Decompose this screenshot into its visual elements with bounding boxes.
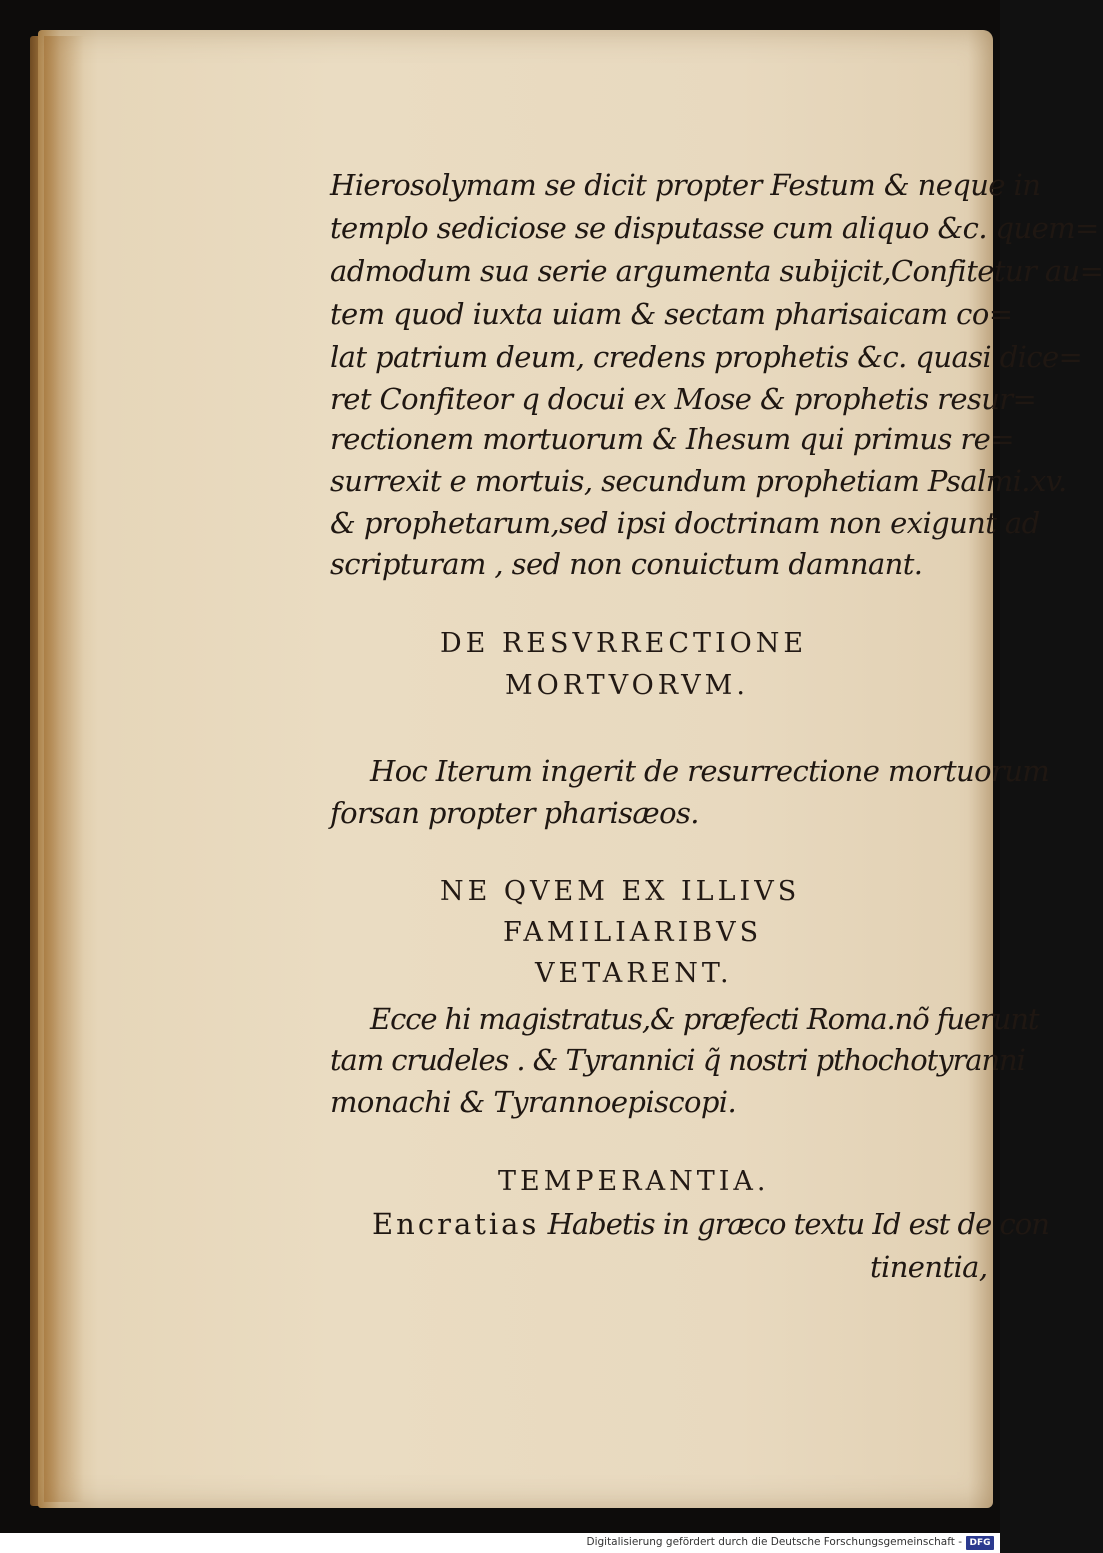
section-heading: FAMILIARIBVS bbox=[503, 917, 763, 948]
text-line: Hoc Iterum ingerit de resurrectione mortuorum bbox=[370, 754, 1050, 788]
section-heading: DE RESVRRECTIONE bbox=[440, 628, 808, 659]
dfg-logo-icon: DFG bbox=[966, 1536, 994, 1550]
funding-credit: Digitalisierung gefördert durch die Deutsche Forschungsgemeinschaft - bbox=[586, 1536, 962, 1548]
greek-word: Encratias bbox=[372, 1207, 540, 1241]
text-line: rectionem mortuorum & Ihesum qui primus re= bbox=[330, 422, 1014, 456]
section-heading: TEMPERANTIA. bbox=[498, 1166, 770, 1197]
text-line: ret Confiteor q docui ex Mose & prophetis resur= bbox=[330, 382, 1037, 416]
text-line: lat patrium deum, credens prophetis &c. quasi dice= bbox=[330, 340, 1083, 374]
text-line: templo sediciose se disputasse cum aliquo &c. quem= bbox=[330, 211, 1099, 245]
section-heading: VETARENT. bbox=[535, 958, 733, 989]
text-line: monachi & Tyrannoepiscopi. bbox=[330, 1085, 737, 1119]
footer-bar bbox=[0, 1533, 1000, 1553]
text-line: Ecce hi magistratus,& præfecti Roma.nõ fuerunt bbox=[370, 1002, 1039, 1036]
text-line: forsan propter pharisæos. bbox=[330, 796, 699, 830]
page-gutter-stain bbox=[44, 36, 84, 1502]
text-line-rest: Habetis in græco textu Id est de con bbox=[547, 1207, 1049, 1241]
section-heading: NE QVEM EX ILLIVS bbox=[440, 876, 801, 907]
text-line: scripturam , sed non conuictum damnant. bbox=[330, 547, 923, 581]
text-line: surrexit e mortuis, secundum prophetiam Psalmi.xv. bbox=[330, 464, 1067, 498]
section-heading: MORTVORVM. bbox=[505, 670, 749, 701]
text-line: admodum sua serie argumenta subijcit,Confitetur au= bbox=[330, 254, 1103, 288]
text-line: tam crudeles . & Tyrannici q̃ nostri pthochotyranni bbox=[330, 1043, 1025, 1077]
text-line: Hierosolymam se dicit propter Festum & neque in bbox=[330, 168, 1041, 202]
text-line: tinentia, bbox=[870, 1250, 988, 1284]
text-line: & prophetarum,sed ipsi doctrinam non exigunt ad bbox=[330, 506, 1040, 540]
text-line bbox=[372, 1207, 1049, 1241]
text-line: tem quod iuxta uiam & sectam pharisaicam co= bbox=[330, 297, 1013, 331]
